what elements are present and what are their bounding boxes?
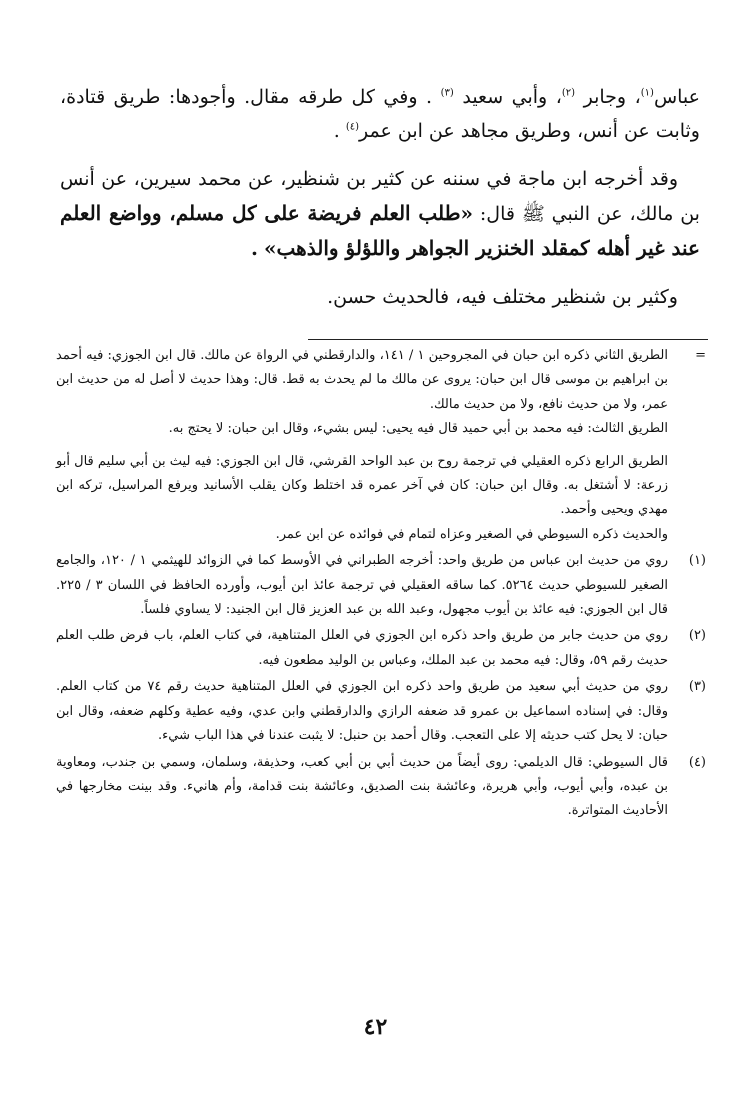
footnote-ref-3[interactable]: (٣) [440,87,454,99]
continuation-paragraph-2: الطريق الثالث: فيه محمد بن أبي حميد قال فيه يحيى: ليس بشيء، وقال ابن حبان: لا يحتج به. [168,421,668,437]
paragraph-2 [60,162,700,266]
footnote-ref-2[interactable]: (٢) [561,87,576,99]
footnote-ref-4[interactable]: (٤) [345,121,360,133]
p2-end: . [251,236,258,260]
p1-text-e: . [333,120,340,142]
continuation-paragraph-1: الطريق الثاني ذكره ابن حبان في المجروحين ١ / ١٤١، والدارقطني في الرواة عن مالك. قال ابن الجوزي: فيه أحمد بن ابراهيم بن موسى قال ابن حبان: يروى عن مالك ما لم يحدث به قط. قال: وهذا حديث لا أصل له من حديث ابن عمر، ولا من حديث نافع، ولا من حديث مالك. [56,348,668,412]
hadith-quote: «طلب العلم فريضة على كل مسلم، وواضع العلم عند غير أهله كمقلد الخنزير الجواهر واللؤلؤ والذهب» [60,201,700,260]
page-number: ٤٢ [363,1014,388,1040]
footnote-3-text: روي من حديث أبي سعيد من طريق واحد ذكره ابن الجوزي في العلل المتناهية حديث رقم ٧٤ من كتاب العلم. وقال: في إسناده اسماعيل بن عمرو قد ضعفه الرازي والدارقطني وابن عدي، وفيه عطية وكلهم ضعفه، وقال ابن حبان: لا يحل كتب حديثه إلا على التعجب. وقال أحمد بن حنبل: لا يثبت عندنا في هذا الباب شيء. [56,679,669,744]
footnote-2-text: روي من حديث جابر من طريق واحد ذكره ابن الجوزي في العلل المتناهية، في كتاب العلم، باب فرض طلب العلم حديث رقم ٥٩، وقال: فيه محمد بن عبد الملك، وعباس بن الوليد مطعون فيه. [56,628,668,668]
footnote-2-mark: (٢) [688,628,706,644]
paragraph-3: وكثير بن شنظير مختلف فيه، فالحديث حسن. [327,286,678,308]
continuation-paragraph-3: الطريق الرابع ذكره العقيلي في ترجمة روح بن عبد الواحد القرشي، قال ابن الجوزي: فيه ليث بن أبي سليم قال أبو زرعة: لا أشتغل به. وقال ابن حبان: كان في آخر عمره قد اختلط وكان يقلب الأسانيد ويرفع المراسيل، تركه ابن مهدي ويحيى وأحمد. [56,453,668,518]
footnotes-section [56,344,706,824]
p1-text-d: . وفي كل طرقه مقال. وأجودها: طريق قتادة، وثابت عن أنس، وطريق مجاهد عن ابن عمر [60,86,700,142]
p2-text: وقد أخرجه ابن ماجة في سننه عن كثير بن شنظير، عن محمد سيرين، عن أنس بن مالك، عن النبي ﷺ قال: [60,168,700,225]
continuation-paragraph-4: والحديث ذكره السيوطي في الصغير وعزاه لتمام في فوائده عن ابن عمر. [275,526,668,542]
continuation-mark: = [695,348,706,363]
footnote-3-mark: (٣) [688,679,706,695]
footnote-4-text: قال السيوطي: قال الديلمي: روى أيضاً من حديث أبي بن أبي كعب، وحذيفة، وسلمان، وسمي بن جندب، ومعاوية بن عبده، وأبي أيوب، وأبي هريرة، وعائشة بنت الصديق، وعائشة بنت قدامة، وأم هانيء. وقد بينت مخارجها في الأحاديث المتواترة. [56,754,668,819]
footnote-4-mark: (٤) [688,754,706,770]
footnote-4 [56,751,706,824]
footnote-1-text: روي من حديث ابن عباس من طريق واحد: أخرجه الطبراني في الأوسط كما في الزوائد للهيثمي ١ / ١٢٠، والجامع الصغير للسيوطي حديث ٥٢٦٤. كما ساقه العقيلي في ترجمة عائذ ابن أيوب، وأورده الحافظ في اللسان ٣ / ٢٢٥. قال ابن الجوزي: فيه عائذ بن أيوب مجهول، وعبد الله بن عبد العزيز قال ابن الجنيد: لا يساوي فلساً. [56,553,668,618]
p1-text-c: ، وأبي سعيد [462,86,562,108]
footnote-1-mark: (١) [688,553,706,569]
p1-text-b: ، وجابر [583,86,641,108]
paragraph-1 [60,80,700,148]
footnote-separator [308,339,708,340]
footnote-2 [56,624,706,673]
main-text [60,80,700,314]
footnote-ref-1[interactable]: (١) [640,87,654,99]
footnote-1 [56,549,706,622]
footnote-3 [56,675,706,748]
footnote-continuation [56,344,706,547]
p1-text-a: عباس [653,86,700,108]
